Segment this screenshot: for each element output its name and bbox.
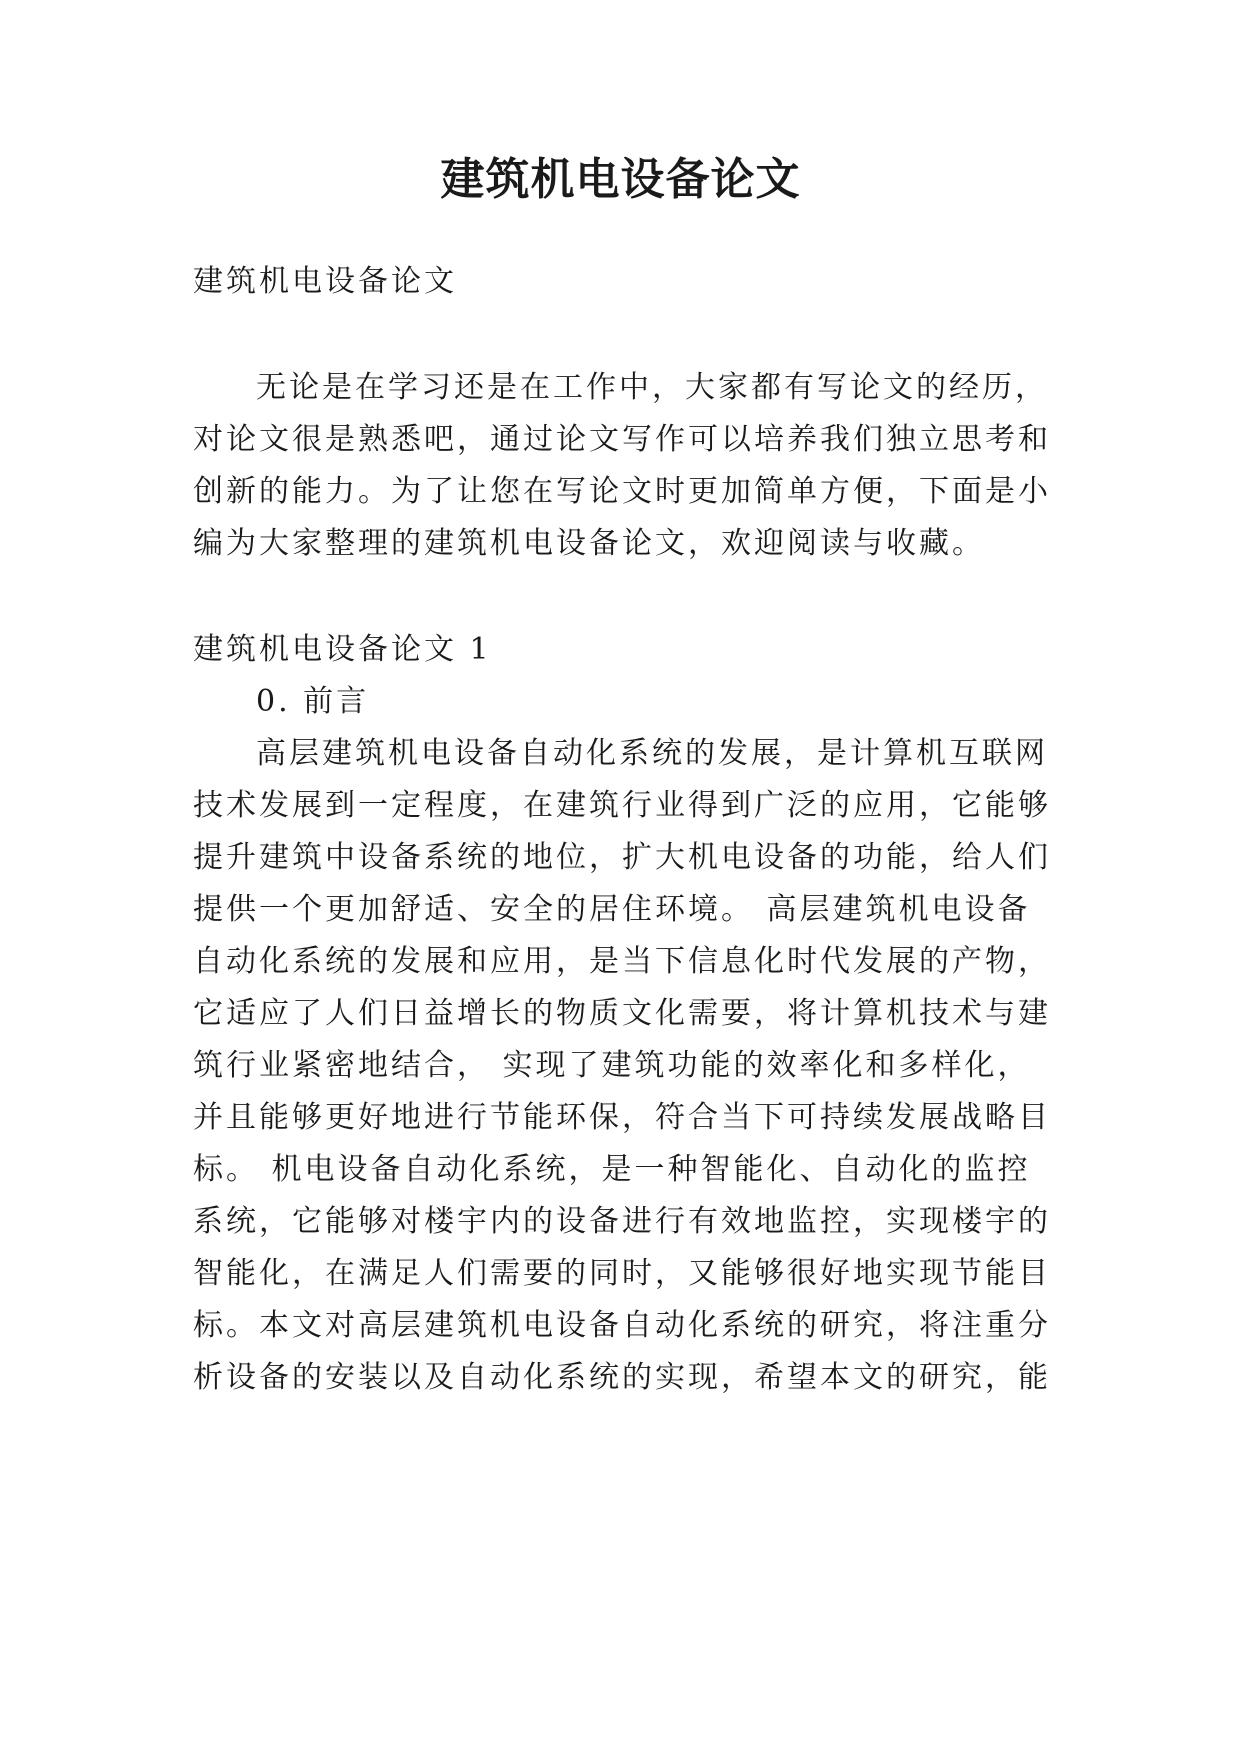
body-line: 高层建筑机电设备自动化系统的发展，是计算机互联网 <box>256 736 1048 771</box>
body-line: 并且能够更好地进行节能环保，符合当下可持续发展战略目 <box>193 1100 1051 1135</box>
document-subtitle: 建筑机电设备论文 <box>193 264 457 299</box>
body-line: 系统，它能够对楼宇内的设备进行有效地监控，实现楼宇的 <box>193 1204 1051 1239</box>
body-line: 自动化系统的发展和应用，是当下信息化时代发展的产物， <box>193 944 1051 979</box>
body-line: 提升建筑中设备系统的地位，扩大机电设备的功能，给人们 <box>193 840 1051 875</box>
body-line: 标。本文对高层建筑机电设备自动化系统的研究，将注重分 <box>193 1308 1051 1343</box>
intro-line: 无论是在学习还是在工作中，大家都有写论文的经历， <box>256 370 1048 405</box>
body-line: 智能化，在满足人们需要的同时，又能够很好地实现节能目 <box>193 1256 1051 1291</box>
section-heading: 建筑机电设备论文 1 <box>193 632 492 667</box>
document-title: 建筑机电设备论文 <box>440 154 801 205</box>
body-line: 析设备的安装以及自动化系统的实现，希望本文的研究，能 <box>193 1360 1051 1395</box>
body-line: 筑行业紧密地结合， 实现了建筑功能的效率化和多样化， <box>193 1048 1031 1083</box>
body-line: 提供一个更加舒适、安全的居住环境。 高层建筑机电设备 <box>193 892 1031 927</box>
intro-line: 编为大家整理的建筑机电设备论文，欢迎阅读与收藏。 <box>193 526 985 561</box>
intro-line: 创新的能力。为了让您在写论文时更加简单方便，下面是小 <box>193 474 1051 509</box>
body-line: 技术发展到一定程度，在建筑行业得到广泛的应用，它能够 <box>193 788 1051 823</box>
intro-line: 对论文很是熟悉吧，通过论文写作可以培养我们独立思考和 <box>193 422 1051 457</box>
body-line: 它适应了人们日益增长的物质文化需要，将计算机技术与建 <box>193 996 1051 1031</box>
body-line: 标。 机电设备自动化系统，是一种智能化、自动化的监控 <box>193 1152 1031 1187</box>
preface-heading: 0. 前言 <box>256 684 370 719</box>
